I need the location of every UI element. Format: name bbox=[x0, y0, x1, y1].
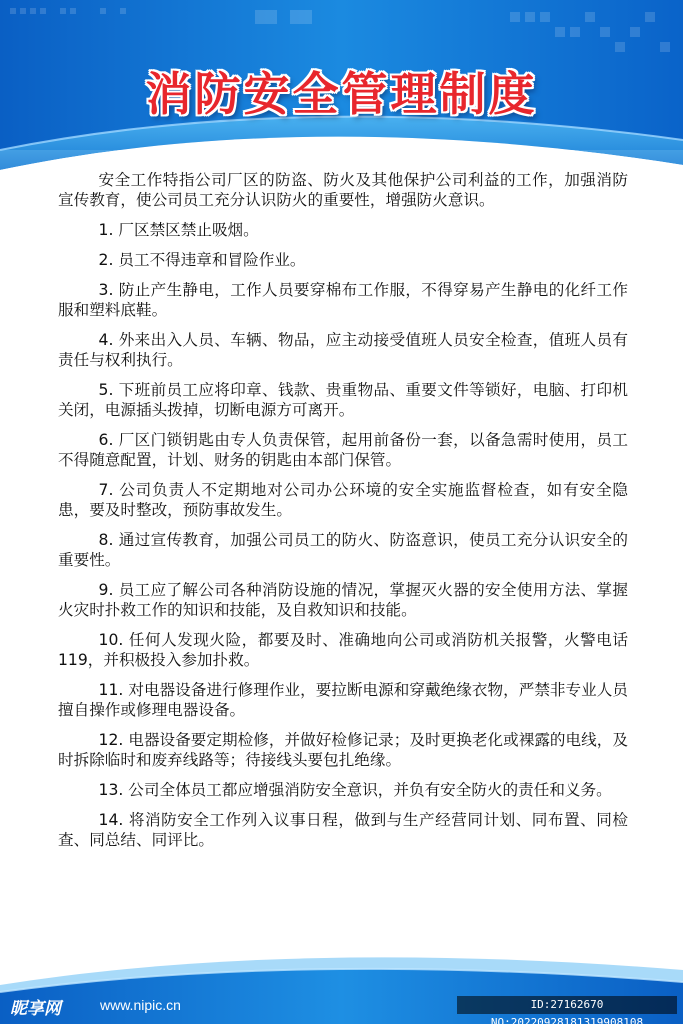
rule-item: 1. 厂区禁区禁止吸烟。 bbox=[98, 221, 259, 239]
page-title: 消防安全管理制度 bbox=[145, 67, 538, 121]
intro-paragraph: 安全工作特指公司厂区的防盗、防火及其他保护公司利益的工作，加强消防宣传教育，使公司员工充分认识防火的重要性，增强防火意识。 bbox=[58, 171, 628, 209]
rule-item: 13. 公司全体员工都应增强消防安全意识，并负有安全防火的责任和义务。 bbox=[98, 781, 612, 799]
rules-content bbox=[58, 170, 628, 860]
rule-item: 4. 外来出入人员、车辆、物品，应主动接受值班人员安全检查，值班人员有责任与权利执行。 bbox=[58, 331, 628, 369]
rule-item: 3. 防止产生静电，工作人员要穿棉布工作服，不得穿易产生静电的化纤工作服和塑料底鞋。 bbox=[58, 281, 628, 319]
rule-item: 2. 员工不得违章和冒险作业。 bbox=[98, 251, 306, 269]
watermark-logo: 昵享网 bbox=[10, 999, 61, 1019]
rule-item: 6. 厂区门锁钥匙由专人负责保管，起用前备份一套，以备急需时使用，员工不得随意配置，计划、财务的钥匙由本部门保管。 bbox=[58, 431, 628, 469]
watermark-id: ID:27162670 NO:20220928181319908108 bbox=[457, 996, 677, 1014]
rule-item: 10. 任何人发现火险，都要及时、准确地向公司或消防机关报警，火警电话119，并积极投入参加扑救。 bbox=[58, 631, 628, 669]
rule-item: 7. 公司负责人不定期地对公司办公环境的安全实施监督检查，如有安全隐患，要及时整改，预防事故发生。 bbox=[58, 481, 628, 519]
rule-item: 12. 电器设备要定期检修，并做好检修记录；及时更换老化或裸露的电线，及时拆除临时和废弃线路等；待接线头要包扎绝缘。 bbox=[58, 731, 628, 769]
rule-item: 11. 对电器设备进行修理作业，要拉断电源和穿戴绝缘衣物，严禁非专业人员擅自操作或修理电器设备。 bbox=[58, 681, 628, 719]
rule-item: 9. 员工应了解公司各种消防设施的情况，掌握灭火器的安全使用方法、掌握火灾时扑救工作的知识和技能，及自救知识和技能。 bbox=[58, 581, 628, 619]
rule-item: 8. 通过宣传教育，加强公司员工的防火、防盗意识，使员工充分认识安全的重要性。 bbox=[58, 531, 628, 569]
watermark-site: www.nipic.cn bbox=[100, 997, 181, 1013]
rule-item: 14. 将消防安全工作列入议事日程，做到与生产经营同计划、同布置、同检查、同总结、同评比。 bbox=[58, 811, 628, 849]
rule-item: 5. 下班前员工应将印章、钱款、贵重物品、重要文件等锁好，电脑、打印机关闭，电源插头拨掉，切断电源方可离开。 bbox=[58, 381, 628, 419]
